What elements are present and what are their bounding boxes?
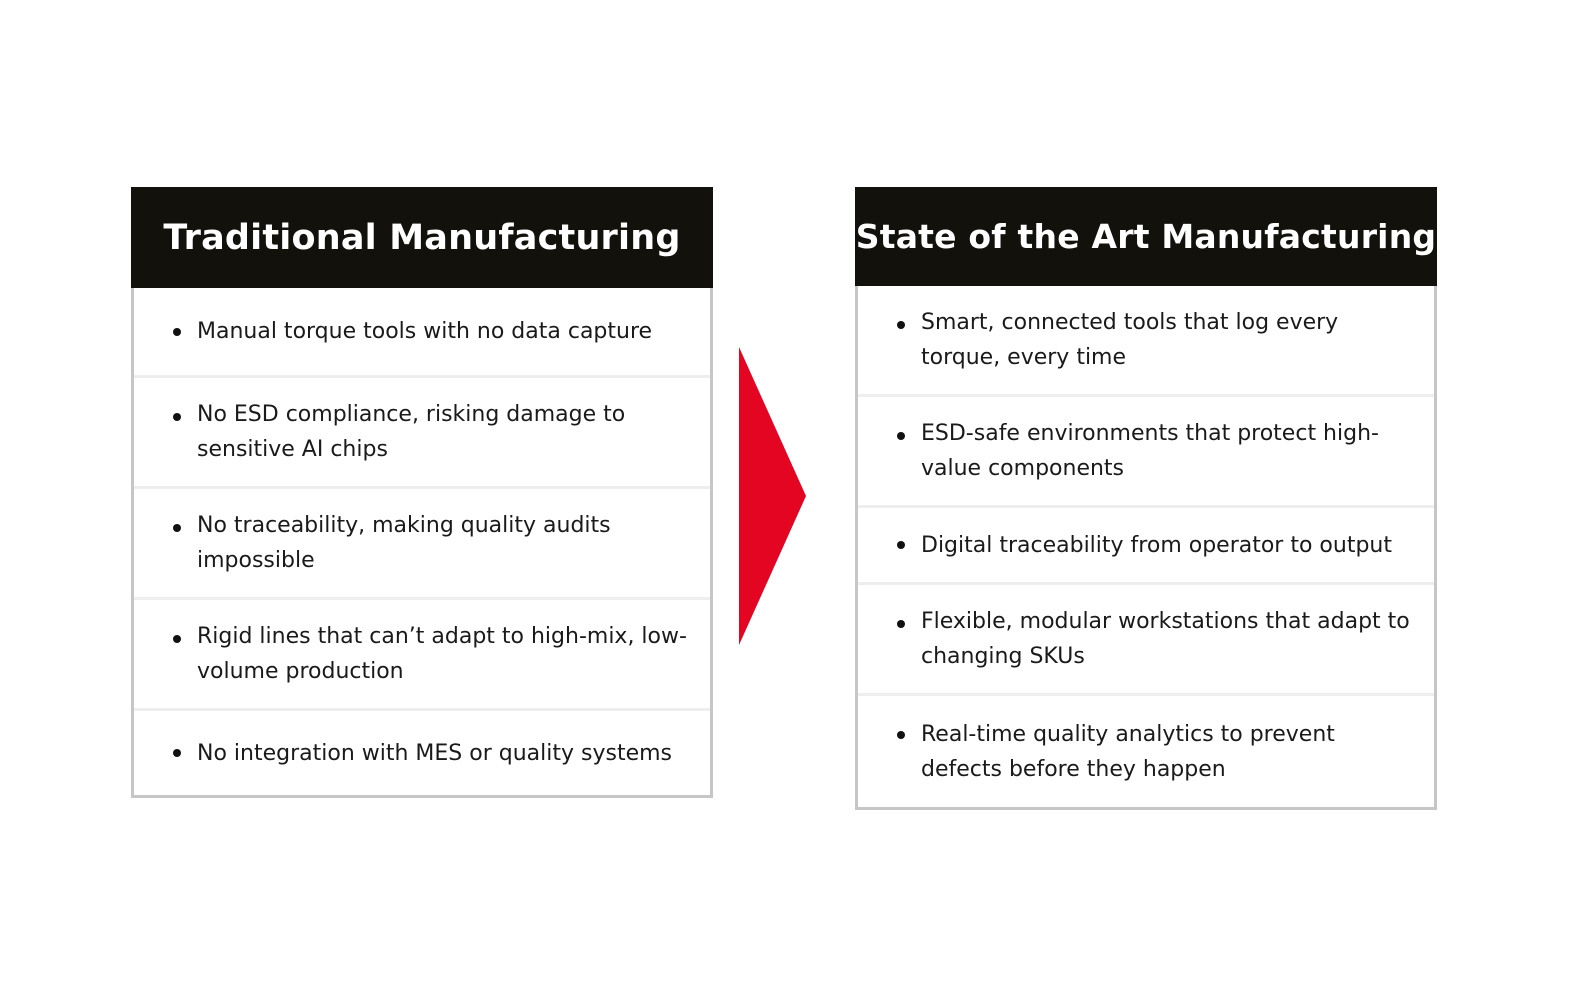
- list-item-text: Flexible, modular workstations that adapt to changing SKUs: [921, 609, 1410, 669]
- list-item: [858, 286, 1434, 397]
- panel-title: Traditional Manufacturing: [131, 187, 713, 288]
- list-item-text: No integration with MES or quality systems: [197, 740, 673, 766]
- list-item-text: Manual torque tools with no data capture: [197, 319, 653, 344]
- panel-title: State of the Art Manufacturing: [855, 187, 1437, 286]
- list-item: [134, 378, 710, 489]
- bullet-dot-icon: [897, 321, 905, 329]
- list-item: [134, 711, 710, 795]
- list-item: [858, 585, 1434, 696]
- list-item: [134, 600, 710, 711]
- bullet-dot-icon: [173, 524, 181, 532]
- list-item-text: Smart, connected tools that log every torque, every time: [921, 310, 1339, 370]
- red-chevron-arrow-icon: [739, 347, 806, 645]
- list-item-text: No traceability, making quality audits impossible: [197, 513, 611, 573]
- list-item-text: Rigid lines that can’t adapt to high-mix, low-volume production: [197, 624, 687, 684]
- traditional-manufacturing-panel: [131, 187, 713, 798]
- list-item: [858, 696, 1434, 807]
- list-item: [134, 288, 710, 378]
- list-item-text: Digital traceability from operator to output: [921, 532, 1392, 558]
- list-item: [134, 489, 710, 600]
- state-of-the-art-manufacturing-panel: [855, 187, 1437, 810]
- bullet-dot-icon: [173, 749, 181, 757]
- list-item-text: ESD-safe environments that protect high-value components: [921, 421, 1379, 481]
- bullet-dot-icon: [173, 413, 181, 421]
- bullet-dot-icon: [897, 731, 905, 739]
- bullet-dot-icon: [897, 432, 905, 440]
- bullet-dot-icon: [173, 635, 181, 643]
- bullet-dot-icon: [897, 620, 905, 628]
- bullet-dot-icon: [897, 541, 905, 549]
- bullet-dot-icon: [173, 328, 181, 336]
- list-item-text: Real-time quality analytics to prevent defects before they happen: [921, 721, 1335, 782]
- list-item: [858, 397, 1434, 508]
- list-item-text: No ESD compliance, risking damage to sensitive AI chips: [197, 402, 626, 462]
- list-item: [858, 508, 1434, 585]
